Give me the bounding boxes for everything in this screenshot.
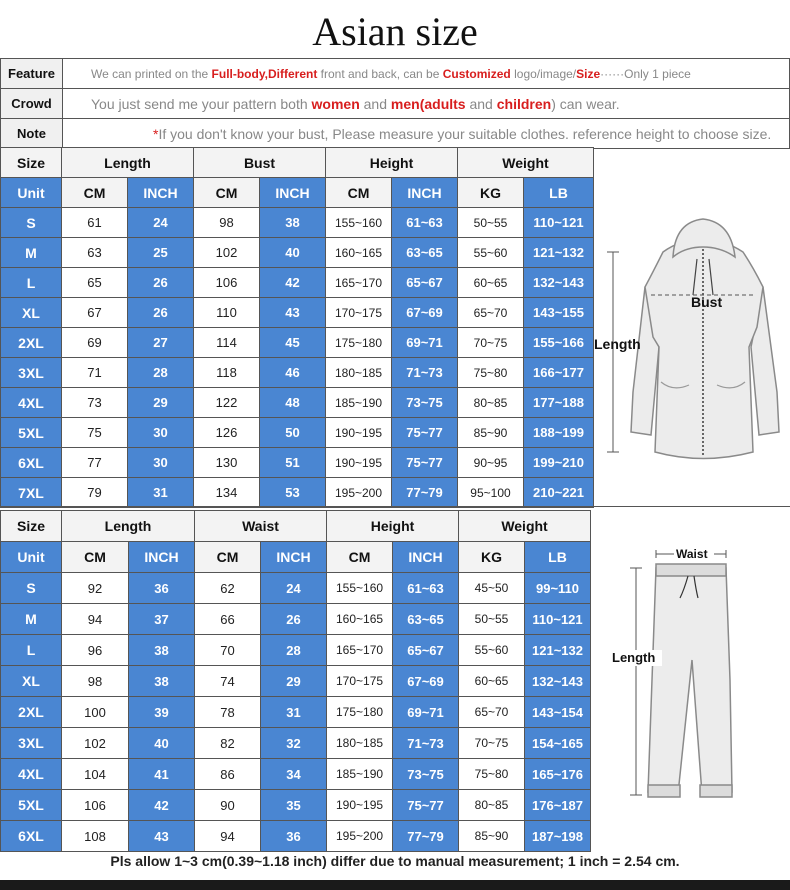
bottom-table-row <box>1 635 591 666</box>
bottom-value-cell: 34 <box>261 759 327 790</box>
bottom-table-row <box>1 790 591 821</box>
top-size-table <box>0 147 594 508</box>
bottom-value-cell: 29 <box>261 666 327 697</box>
top-value-cell: 190~195 <box>326 448 392 478</box>
bottom-table-row <box>1 666 591 697</box>
top-value-cell: 134 <box>194 478 260 508</box>
bottom-value-cell: 35 <box>261 790 327 821</box>
top-value-cell: 31 <box>128 478 194 508</box>
top-value-cell: 165~170 <box>326 268 392 298</box>
bottom-value-cell: 160~165 <box>327 604 393 635</box>
top-value-cell: 177~188 <box>524 388 594 418</box>
crowd-part: You just send me your pattern both <box>91 95 312 112</box>
bottom-value-cell: 121~132 <box>525 635 591 666</box>
bottom-value-cell: 165~170 <box>327 635 393 666</box>
bottom-size-cell: L <box>1 635 62 666</box>
top-value-cell: 69 <box>62 328 128 358</box>
bottom-size-cell: 5XL <box>1 790 62 821</box>
bottom-unit-row <box>1 542 591 573</box>
feature-part: front and back, can be <box>317 66 443 81</box>
top-value-cell: 199~210 <box>524 448 594 478</box>
top-value-cell: 132~143 <box>524 268 594 298</box>
top-value-cell: 61~63 <box>392 208 458 238</box>
bottom-value-cell: 185~190 <box>327 759 393 790</box>
top-value-cell: 30 <box>128 418 194 448</box>
top-value-cell: 75~77 <box>392 448 458 478</box>
bottom-value-cell: 176~187 <box>525 790 591 821</box>
bottom-unit-2: INCH <box>129 542 195 573</box>
top-value-cell: 73 <box>62 388 128 418</box>
top-table-row <box>1 448 594 478</box>
bottom-value-cell: 92 <box>62 573 129 604</box>
top-value-cell: 188~199 <box>524 418 594 448</box>
bottom-value-cell: 98 <box>62 666 129 697</box>
pants-waist-label: Waist <box>676 547 708 561</box>
bottom-value-cell: 104 <box>62 759 129 790</box>
top-value-cell: 55~60 <box>458 238 524 268</box>
bottom-size-cell: 2XL <box>1 697 62 728</box>
bottom-size-cell: 4XL <box>1 759 62 790</box>
bottom-value-cell: 39 <box>129 697 195 728</box>
top-value-cell: 98 <box>194 208 260 238</box>
feature-part: We can printed on the <box>91 66 212 81</box>
top-value-cell: 26 <box>128 268 194 298</box>
top-size-cell: 2XL <box>1 328 62 358</box>
top-value-cell: 110~121 <box>524 208 594 238</box>
top-value-cell: 160~165 <box>326 238 392 268</box>
bottom-value-cell: 38 <box>129 635 195 666</box>
bottom-value-cell: 61~63 <box>393 573 459 604</box>
top-value-cell: 95~100 <box>458 478 524 508</box>
top-value-cell: 53 <box>260 478 326 508</box>
bottom-value-cell: 94 <box>195 821 261 852</box>
info-table <box>0 58 790 149</box>
top-size-cell: 6XL <box>1 448 62 478</box>
bottom-value-cell: 110~121 <box>525 604 591 635</box>
top-value-cell: 65~70 <box>458 298 524 328</box>
hoodie-bust-label: Bust <box>691 294 723 310</box>
top-header-3: Height <box>326 148 458 178</box>
hoodie-illustration <box>593 177 790 507</box>
top-value-cell: 65 <box>62 268 128 298</box>
top-value-cell: 65~67 <box>392 268 458 298</box>
bottom-table-row <box>1 728 591 759</box>
bottom-value-cell: 132~143 <box>525 666 591 697</box>
bottom-value-cell: 77~79 <box>393 821 459 852</box>
top-value-cell: 155~166 <box>524 328 594 358</box>
top-value-cell: 102 <box>194 238 260 268</box>
top-value-cell: 195~200 <box>326 478 392 508</box>
bottom-value-cell: 154~165 <box>525 728 591 759</box>
top-unit-2: INCH <box>128 178 194 208</box>
top-unit-1: CM <box>62 178 128 208</box>
top-value-cell: 26 <box>128 298 194 328</box>
top-value-cell: 50~55 <box>458 208 524 238</box>
bottom-value-cell: 187~198 <box>525 821 591 852</box>
bottom-value-cell: 195~200 <box>327 821 393 852</box>
bottom-header-1: Length <box>62 511 195 542</box>
top-value-cell: 45 <box>260 328 326 358</box>
bottom-unit-1: CM <box>62 542 129 573</box>
top-unit-5: CM <box>326 178 392 208</box>
feature-part-different: Different <box>267 66 318 81</box>
top-header-row <box>1 148 594 178</box>
feature-text <box>63 59 790 89</box>
bottom-value-cell: 63~65 <box>393 604 459 635</box>
bottom-unit-8: LB <box>525 542 591 573</box>
top-value-cell: 180~185 <box>326 358 392 388</box>
top-value-cell: 28 <box>128 358 194 388</box>
top-value-cell: 67 <box>62 298 128 328</box>
bottom-value-cell: 108 <box>62 821 129 852</box>
top-table-row <box>1 208 594 238</box>
top-table-row <box>1 238 594 268</box>
bottom-value-cell: 65~70 <box>459 697 525 728</box>
bottom-value-cell: 90 <box>195 790 261 821</box>
note-row <box>1 119 790 149</box>
top-value-cell: 121~132 <box>524 238 594 268</box>
bottom-value-cell: 106 <box>62 790 129 821</box>
bottom-value-cell: 41 <box>129 759 195 790</box>
bottom-value-cell: 70 <box>195 635 261 666</box>
bottom-value-cell: 31 <box>261 697 327 728</box>
top-size-cell: 5XL <box>1 418 62 448</box>
bottom-size-cell: S <box>1 573 62 604</box>
top-header-0: Size <box>1 148 62 178</box>
top-value-cell: 73~75 <box>392 388 458 418</box>
bottom-value-cell: 26 <box>261 604 327 635</box>
top-value-cell: 70~75 <box>458 328 524 358</box>
top-value-cell: 106 <box>194 268 260 298</box>
top-unit-4: INCH <box>260 178 326 208</box>
top-value-cell: 63~65 <box>392 238 458 268</box>
top-value-cell: 71~73 <box>392 358 458 388</box>
top-value-cell: 38 <box>260 208 326 238</box>
crowd-part: and <box>465 95 497 112</box>
bottom-value-cell: 82 <box>195 728 261 759</box>
top-value-cell: 69~71 <box>392 328 458 358</box>
top-value-cell: 79 <box>62 478 128 508</box>
top-unit-7: KG <box>458 178 524 208</box>
top-value-cell: 122 <box>194 388 260 418</box>
top-value-cell: 143~155 <box>524 298 594 328</box>
top-value-cell: 75~77 <box>392 418 458 448</box>
bottom-value-cell: 175~180 <box>327 697 393 728</box>
bottom-value-cell: 24 <box>261 573 327 604</box>
bottom-value-cell: 85~90 <box>459 821 525 852</box>
bottom-value-cell: 70~75 <box>459 728 525 759</box>
top-header-1: Length <box>62 148 194 178</box>
bottom-value-cell: 67~69 <box>393 666 459 697</box>
top-value-cell: 50 <box>260 418 326 448</box>
bottom-value-cell: 170~175 <box>327 666 393 697</box>
bottom-value-cell: 60~65 <box>459 666 525 697</box>
bottom-header-2: Waist <box>195 511 327 542</box>
crowd-part-women: women <box>311 95 360 112</box>
top-value-cell: 185~190 <box>326 388 392 418</box>
bottom-value-cell: 143~154 <box>525 697 591 728</box>
bottom-value-cell: 32 <box>261 728 327 759</box>
bottom-value-cell: 100 <box>62 697 129 728</box>
top-value-cell: 27 <box>128 328 194 358</box>
bottom-header-row <box>1 511 591 542</box>
top-header-4: Weight <box>458 148 594 178</box>
feature-part-customized: Customized <box>442 66 511 81</box>
feature-part-full-body: Full-body <box>211 66 265 81</box>
crowd-part-paren: ( <box>419 95 425 112</box>
crowd-part-adults: adults <box>424 95 466 112</box>
bottom-unit-0: Unit <box>1 542 62 573</box>
bottom-size-cell: 3XL <box>1 728 62 759</box>
bottom-table-row <box>1 821 591 852</box>
bottom-value-cell: 43 <box>129 821 195 852</box>
pants-illustration <box>590 540 790 820</box>
bottom-value-cell: 78 <box>195 697 261 728</box>
top-value-cell: 118 <box>194 358 260 388</box>
bottom-value-cell: 94 <box>62 604 129 635</box>
top-value-cell: 130 <box>194 448 260 478</box>
top-value-cell: 175~180 <box>326 328 392 358</box>
top-value-cell: 43 <box>260 298 326 328</box>
bottom-value-cell: 80~85 <box>459 790 525 821</box>
pants-length-label: Length <box>612 650 656 665</box>
top-value-cell: 77~79 <box>392 478 458 508</box>
top-value-cell: 40 <box>260 238 326 268</box>
footer-bar <box>0 880 790 890</box>
top-value-cell: 210~221 <box>524 478 594 508</box>
crowd-label: Crowd <box>1 89 63 119</box>
bottom-header-0: Size <box>1 511 62 542</box>
bottom-value-cell: 36 <box>129 573 195 604</box>
top-value-cell: 126 <box>194 418 260 448</box>
bottom-value-cell: 42 <box>129 790 195 821</box>
feature-part: logo/image/ <box>510 66 577 81</box>
top-value-cell: 48 <box>260 388 326 418</box>
bottom-table-row <box>1 573 591 604</box>
top-value-cell: 71 <box>62 358 128 388</box>
bottom-size-cell: 6XL <box>1 821 62 852</box>
bottom-unit-5: CM <box>327 542 393 573</box>
bottom-value-cell: 96 <box>62 635 129 666</box>
feature-part-comma: , <box>264 66 268 81</box>
hoodie-length-label: Length <box>594 336 641 352</box>
top-value-cell: 29 <box>128 388 194 418</box>
bottom-value-cell: 71~73 <box>393 728 459 759</box>
top-unit-0: Unit <box>1 178 62 208</box>
page-title: Asian size <box>312 9 478 54</box>
top-size-cell: L <box>1 268 62 298</box>
crowd-part-children: children <box>496 95 552 112</box>
bottom-value-cell: 38 <box>129 666 195 697</box>
top-unit-3: CM <box>194 178 260 208</box>
bottom-value-cell: 66 <box>195 604 261 635</box>
top-value-cell: 24 <box>128 208 194 238</box>
bottom-size-table <box>0 510 591 852</box>
bottom-unit-6: INCH <box>393 542 459 573</box>
bottom-unit-7: KG <box>459 542 525 573</box>
bottom-table-row <box>1 604 591 635</box>
top-value-cell: 170~175 <box>326 298 392 328</box>
crowd-text <box>63 89 790 119</box>
top-value-cell: 67~69 <box>392 298 458 328</box>
bottom-value-cell: 75~77 <box>393 790 459 821</box>
top-value-cell: 60~65 <box>458 268 524 298</box>
bottom-value-cell: 40 <box>129 728 195 759</box>
note-body: If you don't know your bust, Please measure your suitable clothes. reference height to choose size. <box>158 125 772 142</box>
top-value-cell: 61 <box>62 208 128 238</box>
top-value-cell: 75~80 <box>458 358 524 388</box>
bottom-value-cell: 73~75 <box>393 759 459 790</box>
crowd-row <box>1 89 790 119</box>
bottom-value-cell: 102 <box>62 728 129 759</box>
bottom-value-cell: 28 <box>261 635 327 666</box>
top-value-cell: 46 <box>260 358 326 388</box>
bottom-header-3: Height <box>327 511 459 542</box>
bottom-value-cell: 37 <box>129 604 195 635</box>
top-table-row <box>1 298 594 328</box>
top-unit-6: INCH <box>392 178 458 208</box>
top-size-cell: 7XL <box>1 478 62 508</box>
bottom-value-cell: 45~50 <box>459 573 525 604</box>
top-value-cell: 51 <box>260 448 326 478</box>
top-size-cell: XL <box>1 298 62 328</box>
top-size-cell: M <box>1 238 62 268</box>
bottom-table-row <box>1 759 591 790</box>
top-value-cell: 166~177 <box>524 358 594 388</box>
top-size-cell: S <box>1 208 62 238</box>
bottom-size-cell: M <box>1 604 62 635</box>
crowd-part-men: men <box>390 95 420 112</box>
top-value-cell: 25 <box>128 238 194 268</box>
top-unit-row <box>1 178 594 208</box>
bottom-table-row <box>1 697 591 728</box>
top-value-cell: 85~90 <box>458 418 524 448</box>
top-value-cell: 42 <box>260 268 326 298</box>
bottom-unit-3: CM <box>195 542 261 573</box>
top-table-row <box>1 388 594 418</box>
top-value-cell: 90~95 <box>458 448 524 478</box>
note-star: * <box>153 125 159 142</box>
footer-note: Pls allow 1~3 cm(0.39~1.18 inch) differ due to manual measurement; 1 inch = 2.54 cm. <box>110 853 680 869</box>
bottom-value-cell: 74 <box>195 666 261 697</box>
top-value-cell: 190~195 <box>326 418 392 448</box>
crowd-part: ) can wear. <box>551 95 620 112</box>
feature-part: ······Only 1 piece <box>600 66 691 81</box>
top-value-cell: 75 <box>62 418 128 448</box>
top-unit-8: LB <box>524 178 594 208</box>
feature-row <box>1 59 790 89</box>
top-value-cell: 114 <box>194 328 260 358</box>
note-text <box>63 119 790 149</box>
bottom-value-cell: 62 <box>195 573 261 604</box>
top-size-cell: 4XL <box>1 388 62 418</box>
top-table-row <box>1 358 594 388</box>
bottom-value-cell: 99~110 <box>525 573 591 604</box>
top-value-cell: 110 <box>194 298 260 328</box>
bottom-size-cell: XL <box>1 666 62 697</box>
feature-label: Feature <box>1 59 63 89</box>
top-value-cell: 155~160 <box>326 208 392 238</box>
top-table-row <box>1 328 594 358</box>
top-value-cell: 30 <box>128 448 194 478</box>
bottom-value-cell: 190~195 <box>327 790 393 821</box>
top-value-cell: 77 <box>62 448 128 478</box>
top-value-cell: 80~85 <box>458 388 524 418</box>
top-table-row <box>1 418 594 448</box>
bottom-value-cell: 36 <box>261 821 327 852</box>
feature-part-size: Size <box>576 66 601 81</box>
bottom-value-cell: 65~67 <box>393 635 459 666</box>
bottom-value-cell: 180~185 <box>327 728 393 759</box>
bottom-unit-4: INCH <box>261 542 327 573</box>
top-header-2: Bust <box>194 148 326 178</box>
top-value-cell: 63 <box>62 238 128 268</box>
bottom-value-cell: 86 <box>195 759 261 790</box>
top-table-row <box>1 268 594 298</box>
bottom-value-cell: 155~160 <box>327 573 393 604</box>
crowd-part: and <box>359 95 391 112</box>
bottom-header-4: Weight <box>459 511 591 542</box>
bottom-value-cell: 55~60 <box>459 635 525 666</box>
bottom-value-cell: 165~176 <box>525 759 591 790</box>
top-table-row <box>1 478 594 508</box>
note-label: Note <box>1 119 63 149</box>
bottom-value-cell: 50~55 <box>459 604 525 635</box>
bottom-value-cell: 75~80 <box>459 759 525 790</box>
bottom-value-cell: 69~71 <box>393 697 459 728</box>
top-size-cell: 3XL <box>1 358 62 388</box>
